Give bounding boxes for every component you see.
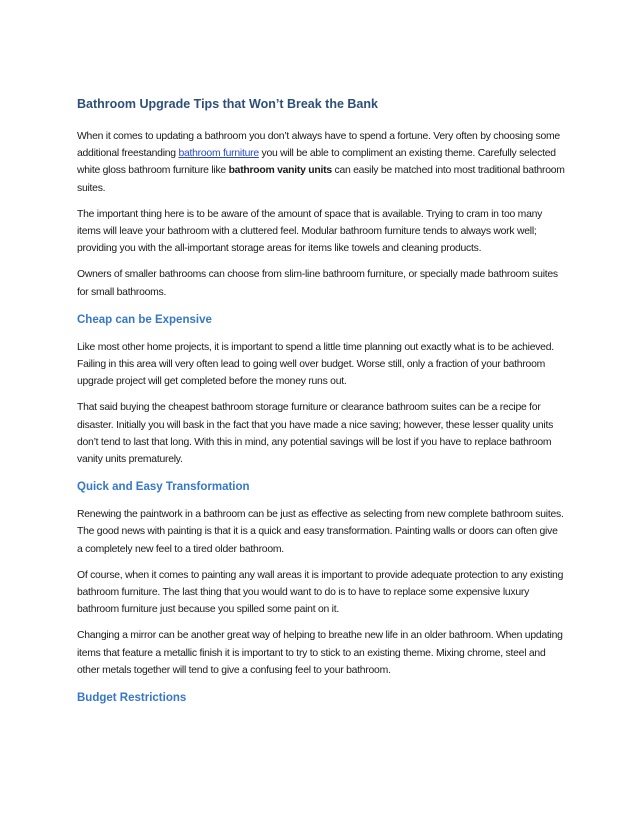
- paragraph-cheapest: That said buying the cheapest bathroom storage furniture or clearance bathroom suites can be a recipe for disaster. Initially you will bask in the fact that you have made a nice saving; however, these lesser quality units don’t tend to last that long. With this in mind, any potential savings will be lost if you have to replace bathroom vanity units prematurely.: [77, 402, 554, 466]
- paragraph-space: The important thing here is to be aware of the amount of space that is available. Trying to cram in too many items will leave your bathroom with a cluttered feel. Modular bathroom furniture tends to always work well; providing you with the all-important storage areas for items like towels and cleaning products.: [77, 208, 543, 255]
- document-content: [77, 96, 565, 717]
- paragraph-mirror: Changing a mirror can be another great way of helping to breathe new life in an older bathroom. When updating items that feature a metallic finish it is important to try to stick to an existing theme. Mixing chrome, steel and other metals together will tend to give a confusing feel to your bathroom.: [77, 630, 563, 676]
- paragraph-intro-text-c: can easily be matched into most traditional bathroom suites.: [77, 165, 565, 194]
- paragraph-paintwork: Renewing the paintwork in a bathroom can be just as effective as selecting from new complete bathroom suites. The good news with painting is that it is a quick and easy transformation. Painting walls or doors can often give a completely new feel to a tired older bathroom.: [77, 509, 564, 555]
- paragraph-intro: [77, 128, 565, 197]
- heading-budget-restrictions: Budget Restrictions: [77, 692, 187, 705]
- bathroom-vanity-units-bold: bathroom vanity units: [228, 165, 332, 177]
- paragraph-small-bathrooms: Owners of smaller bathrooms can choose from slim-line bathroom furniture, or specially made bathroom suites for small bathrooms.: [77, 269, 558, 298]
- heading-cheap-expensive: Cheap can be Expensive: [77, 313, 212, 326]
- paragraph-intro-text-a: When it comes to updating a bathroom you don’t always have to spend a fortune. Very often by choosing some additional freestanding: [77, 131, 560, 160]
- document-title: Bathroom Upgrade Tips that Won’t Break the Bank: [77, 97, 378, 111]
- bathroom-furniture-link[interactable]: bathroom furniture: [178, 148, 259, 160]
- paragraph-protection: Of course, when it comes to painting any wall areas it is important to provide adequate protection to any existing bathroom furniture. The last thing that you would want to do is to have to replace some expensive luxury bathroom furniture just because you spilled some paint on it.: [77, 569, 564, 616]
- paragraph-planning: Like most other home projects, it is important to spend a little time planning out exactly what is to be achieved. Failing in this area will very often lead to going well over budget. Worse still, only a fraction of your bathroom upgrade project will get completed before the money runs out.: [77, 341, 554, 388]
- paragraph-intro-text-b: you will be able to compliment an existing theme. Carefully selected white gloss bathroom furniture like: [77, 148, 556, 177]
- heading-quick-easy: Quick and Easy Transformation: [77, 481, 250, 494]
